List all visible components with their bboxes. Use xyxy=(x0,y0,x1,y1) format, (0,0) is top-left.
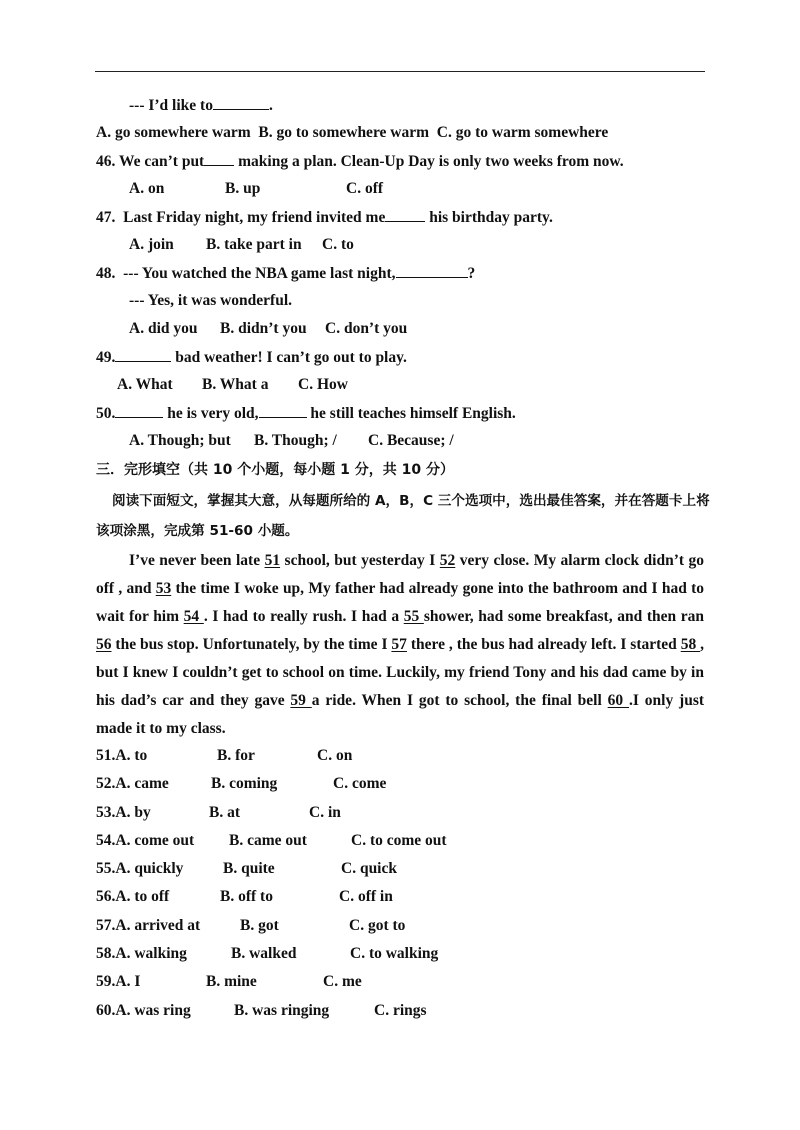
option-55-b: B. quite xyxy=(223,860,275,877)
option-54-c: C. to come out xyxy=(351,832,447,849)
header-rule xyxy=(95,71,705,72)
option-54-b: B. came out xyxy=(229,832,307,849)
option-58-c: C. to walking xyxy=(350,945,439,962)
q48-stem: 48. --- You watched the NBA game last night, ? xyxy=(96,265,476,282)
q47-option-c: C. to xyxy=(322,236,354,253)
option-51-a: 51.A. to xyxy=(96,747,148,764)
option-60-a: 60.A. was ring xyxy=(96,1002,191,1019)
blank-60: 60 xyxy=(607,692,630,709)
option-59-c: C. me xyxy=(323,973,362,990)
blank-59: 59 xyxy=(290,692,312,709)
q45-options: A. go somewhere warm B. go to somewhere warm C. go to warm somewhere xyxy=(96,124,609,141)
section-title: 三．完形填空（共 10 个小题，每小题 1 分，共 10 分） xyxy=(96,462,454,478)
option-56-a: 56.A. to off xyxy=(96,888,170,905)
q49-option-a: A. What xyxy=(117,376,173,393)
q48-option-c: C. don’t you xyxy=(325,320,408,337)
blank-56: 56 xyxy=(96,636,112,653)
blank-53: 53 xyxy=(155,580,172,597)
option-60-b: B. was ringing xyxy=(234,1002,330,1019)
q47-stem: 47. Last Friday night, my friend invited me his birthday party. xyxy=(96,209,553,226)
cloze-passage: I’ve never been late 51 school, but yesterday I 52 very close. My alarm clock didn’t go off , and 53 the time I woke up, My father had already gone into the bathroom and I had to wait for him 54 . I had to really rush. I had a 55 shower, had some breakfast, and then ran 56 the bus stop. Unfortunately, by the time I 57 there , the bus had already left. I started 58 , but I knew I couldn’t get to school on time. Luckily, my friend Tony and his dad came by in his dad’s car and they gave 59 a ride. When I got to school, the final bell 60 .I only just made it to my class. xyxy=(96,552,705,737)
answer-blank xyxy=(259,403,307,418)
blank-57: 57 xyxy=(391,636,407,653)
q49-option-b: B. What a xyxy=(202,376,269,393)
q45-prompt: --- I’d like to . xyxy=(129,97,273,114)
option-52-b: B. coming xyxy=(211,775,278,792)
q46-stem: 46. We can’t put making a plan. Clean-Up Day is only two weeks from now. xyxy=(96,153,624,170)
blank-55: 55 xyxy=(403,608,424,625)
option-58-a: 58.A. walking xyxy=(96,945,187,962)
option-56-b: B. off to xyxy=(220,888,273,905)
q50-stem: 50. he is very old, he still teaches himself English. xyxy=(96,405,516,422)
option-53-a: 53.A. by xyxy=(96,804,151,821)
blank-51: 51 xyxy=(264,552,281,569)
blank-54: 54 xyxy=(183,608,204,625)
q48-option-a: A. did you xyxy=(129,320,198,337)
option-57-a: 57.A. arrived at xyxy=(96,917,201,934)
option-55-c: C. quick xyxy=(341,860,397,877)
option-60-c: C. rings xyxy=(374,1002,427,1019)
section-instructions-1: 阅读下面短文，掌握其大意，从每题所给的 A，B，C 三个选项中，选出最佳答案，并在答题卡上将 xyxy=(112,493,710,509)
option-54-a: 54.A. come out xyxy=(96,832,195,849)
answer-blank xyxy=(396,263,468,278)
q50-option-b: B. Though; / xyxy=(254,432,337,449)
blank-52: 52 xyxy=(439,552,456,569)
option-57-b: B. got xyxy=(240,917,279,934)
answer-blank xyxy=(115,347,171,362)
option-53-c: C. in xyxy=(309,804,341,821)
q47-option-a: A. join xyxy=(129,236,174,253)
option-57-c: C. got to xyxy=(349,917,406,934)
option-52-a: 52.A. came xyxy=(96,775,169,792)
q48-option-b: B. didn’t you xyxy=(220,320,307,337)
q47-option-b: B. take part in xyxy=(206,236,302,253)
option-55-a: 55.A. quickly xyxy=(96,860,184,877)
q46-option-b: B. up xyxy=(225,180,261,197)
q48-reply: --- Yes, it was wonderful. xyxy=(129,292,293,309)
option-56-c: C. off in xyxy=(339,888,393,905)
option-51-c: C. on xyxy=(317,747,353,764)
answer-blank xyxy=(204,151,234,166)
blank-58: 58 xyxy=(680,636,701,653)
answer-blank xyxy=(385,207,425,222)
option-58-b: B. walked xyxy=(231,945,297,962)
q46-option-a: A. on xyxy=(129,180,165,197)
option-59-a: 59.A. I xyxy=(96,973,141,990)
q50-option-c: C. Because; / xyxy=(368,432,454,449)
section-instructions-2: 该项涂黑，完成第 51-60 小题。 xyxy=(96,523,299,539)
option-52-c: C. come xyxy=(333,775,387,792)
answer-blank xyxy=(213,95,269,110)
option-59-b: B. mine xyxy=(206,973,257,990)
q46-option-c: C. off xyxy=(346,180,384,197)
q49-option-c: C. How xyxy=(298,376,348,393)
q50-option-a: A. Though; but xyxy=(129,432,231,449)
answer-blank xyxy=(115,403,163,418)
option-53-b: B. at xyxy=(209,804,240,821)
option-51-b: B. for xyxy=(217,747,255,764)
q49-stem: 49. bad weather! I can’t go out to play. xyxy=(96,349,407,366)
